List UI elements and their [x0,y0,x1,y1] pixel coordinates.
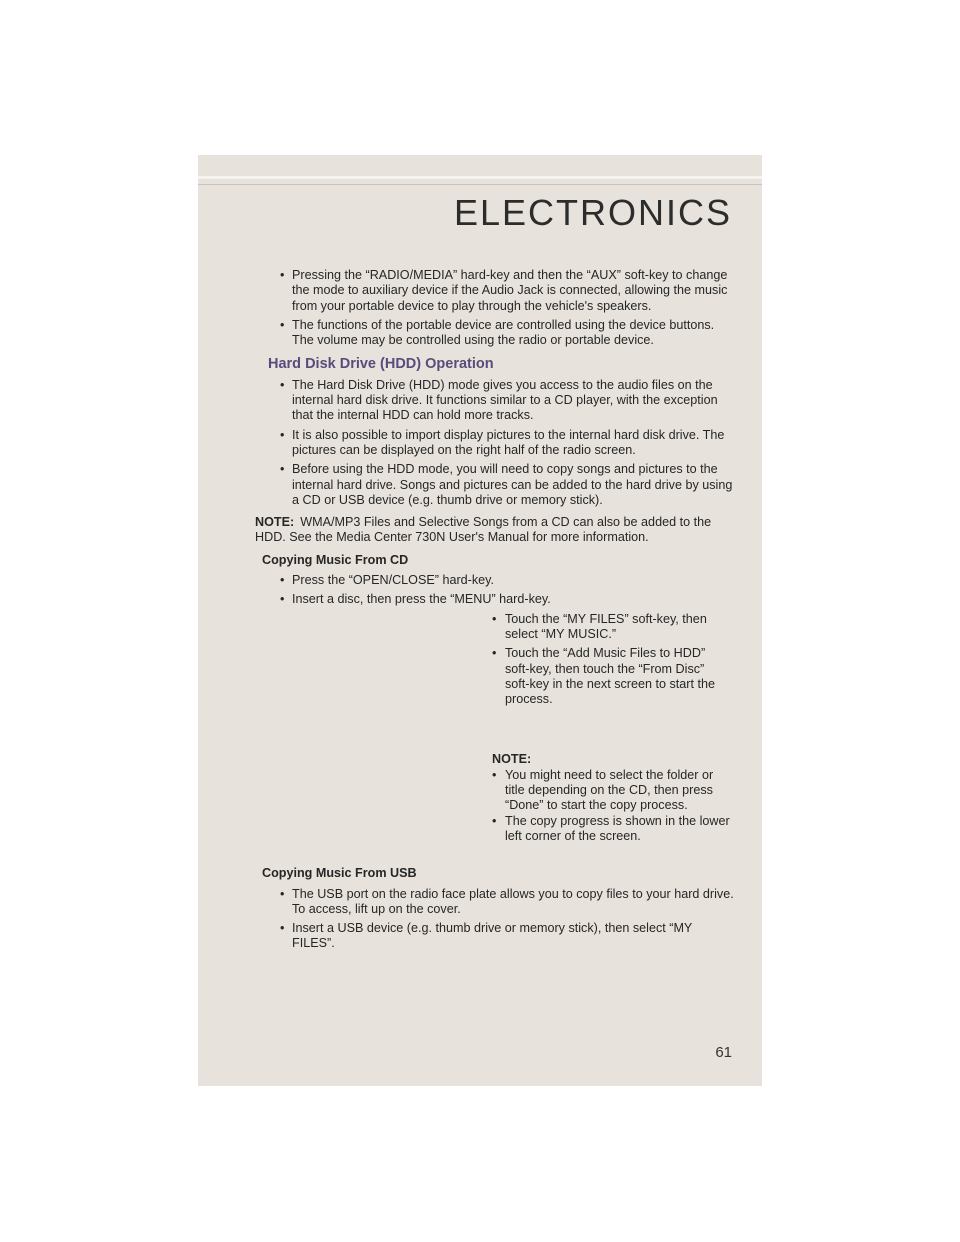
cd-note-label: NOTE: [492,752,532,767]
list-item: • The USB port on the radio face plate allows you to copy files to your hard drive. To access, lift up on the cover. [280,886,734,916]
list-item: • You might need to select the folder or title depending on the CD, then press “Done” to start the copy process. [492,767,714,813]
list-item: • It is also possible to import display pictures to the internal hard disk drive. The pictures can be displayed on the right half of the radio screen. [280,427,725,457]
list-item: • Insert a disc, then press the “MENU” hard-key. [280,592,551,607]
manual-page [198,155,762,1086]
list-item: • Insert a USB device (e.g. thumb drive or memory stick), then select “MY FILES”. [280,921,693,951]
page-content [255,268,735,956]
list-item: • Pressing the “RADIO/MEDIA” hard-key and then the “AUX” soft-key to change the mode to auxiliary device if the Audio Jack is connected, allowing the music from your portable device to play through the vehicle's speakers. [280,268,728,313]
hdd-heading: Hard Disk Drive (HDD) Operation [268,356,494,373]
copy-cd-heading: Copying Music From CD [262,552,409,567]
list-item: • Touch the “Add Music Files to HDD” soft-key, then touch the “From Disc” soft-key in the next screen to start the process. [492,646,715,707]
list-item: • The Hard Disk Drive (HDD) mode gives you access to the audio files on the internal hard disk drive. It functions similar to a CD player, with the exception that the internal HDD can hold more tracks. [280,377,718,423]
list-item: • Before using the HDD mode, you will need to copy songs and pictures to the internal hard drive. Songs and pictures can be added to the hard drive by using a CD or USB device (e.g. thumb drive or memory stick). [280,462,733,507]
copy-usb-heading: Copying Music From USB [262,866,417,881]
page-number: 61 [715,1044,732,1061]
list-item: • The copy progress is shown in the lower left corner of the screen. [492,813,730,843]
cd-steps-column [492,612,732,845]
hdd-note: NOTE: WMA/MP3 Files and Selective Songs from a CD can also be added to the HDD. See the Media Center 730N User's Manual for more information. [255,515,712,545]
header-rule [198,176,762,179]
list-item: • Touch the “MY FILES” soft-key, then select “MY MUSIC.” [492,611,707,641]
list-item: • The functions of the portable device are controlled using the device buttons. The volume may be controlled using the radio or portable device. [280,317,715,348]
list-item: • Press the “OPEN/CLOSE” hard-key. [280,573,495,588]
header-rule-thin [198,184,762,185]
section-title: ELECTRONICS [453,192,732,233]
